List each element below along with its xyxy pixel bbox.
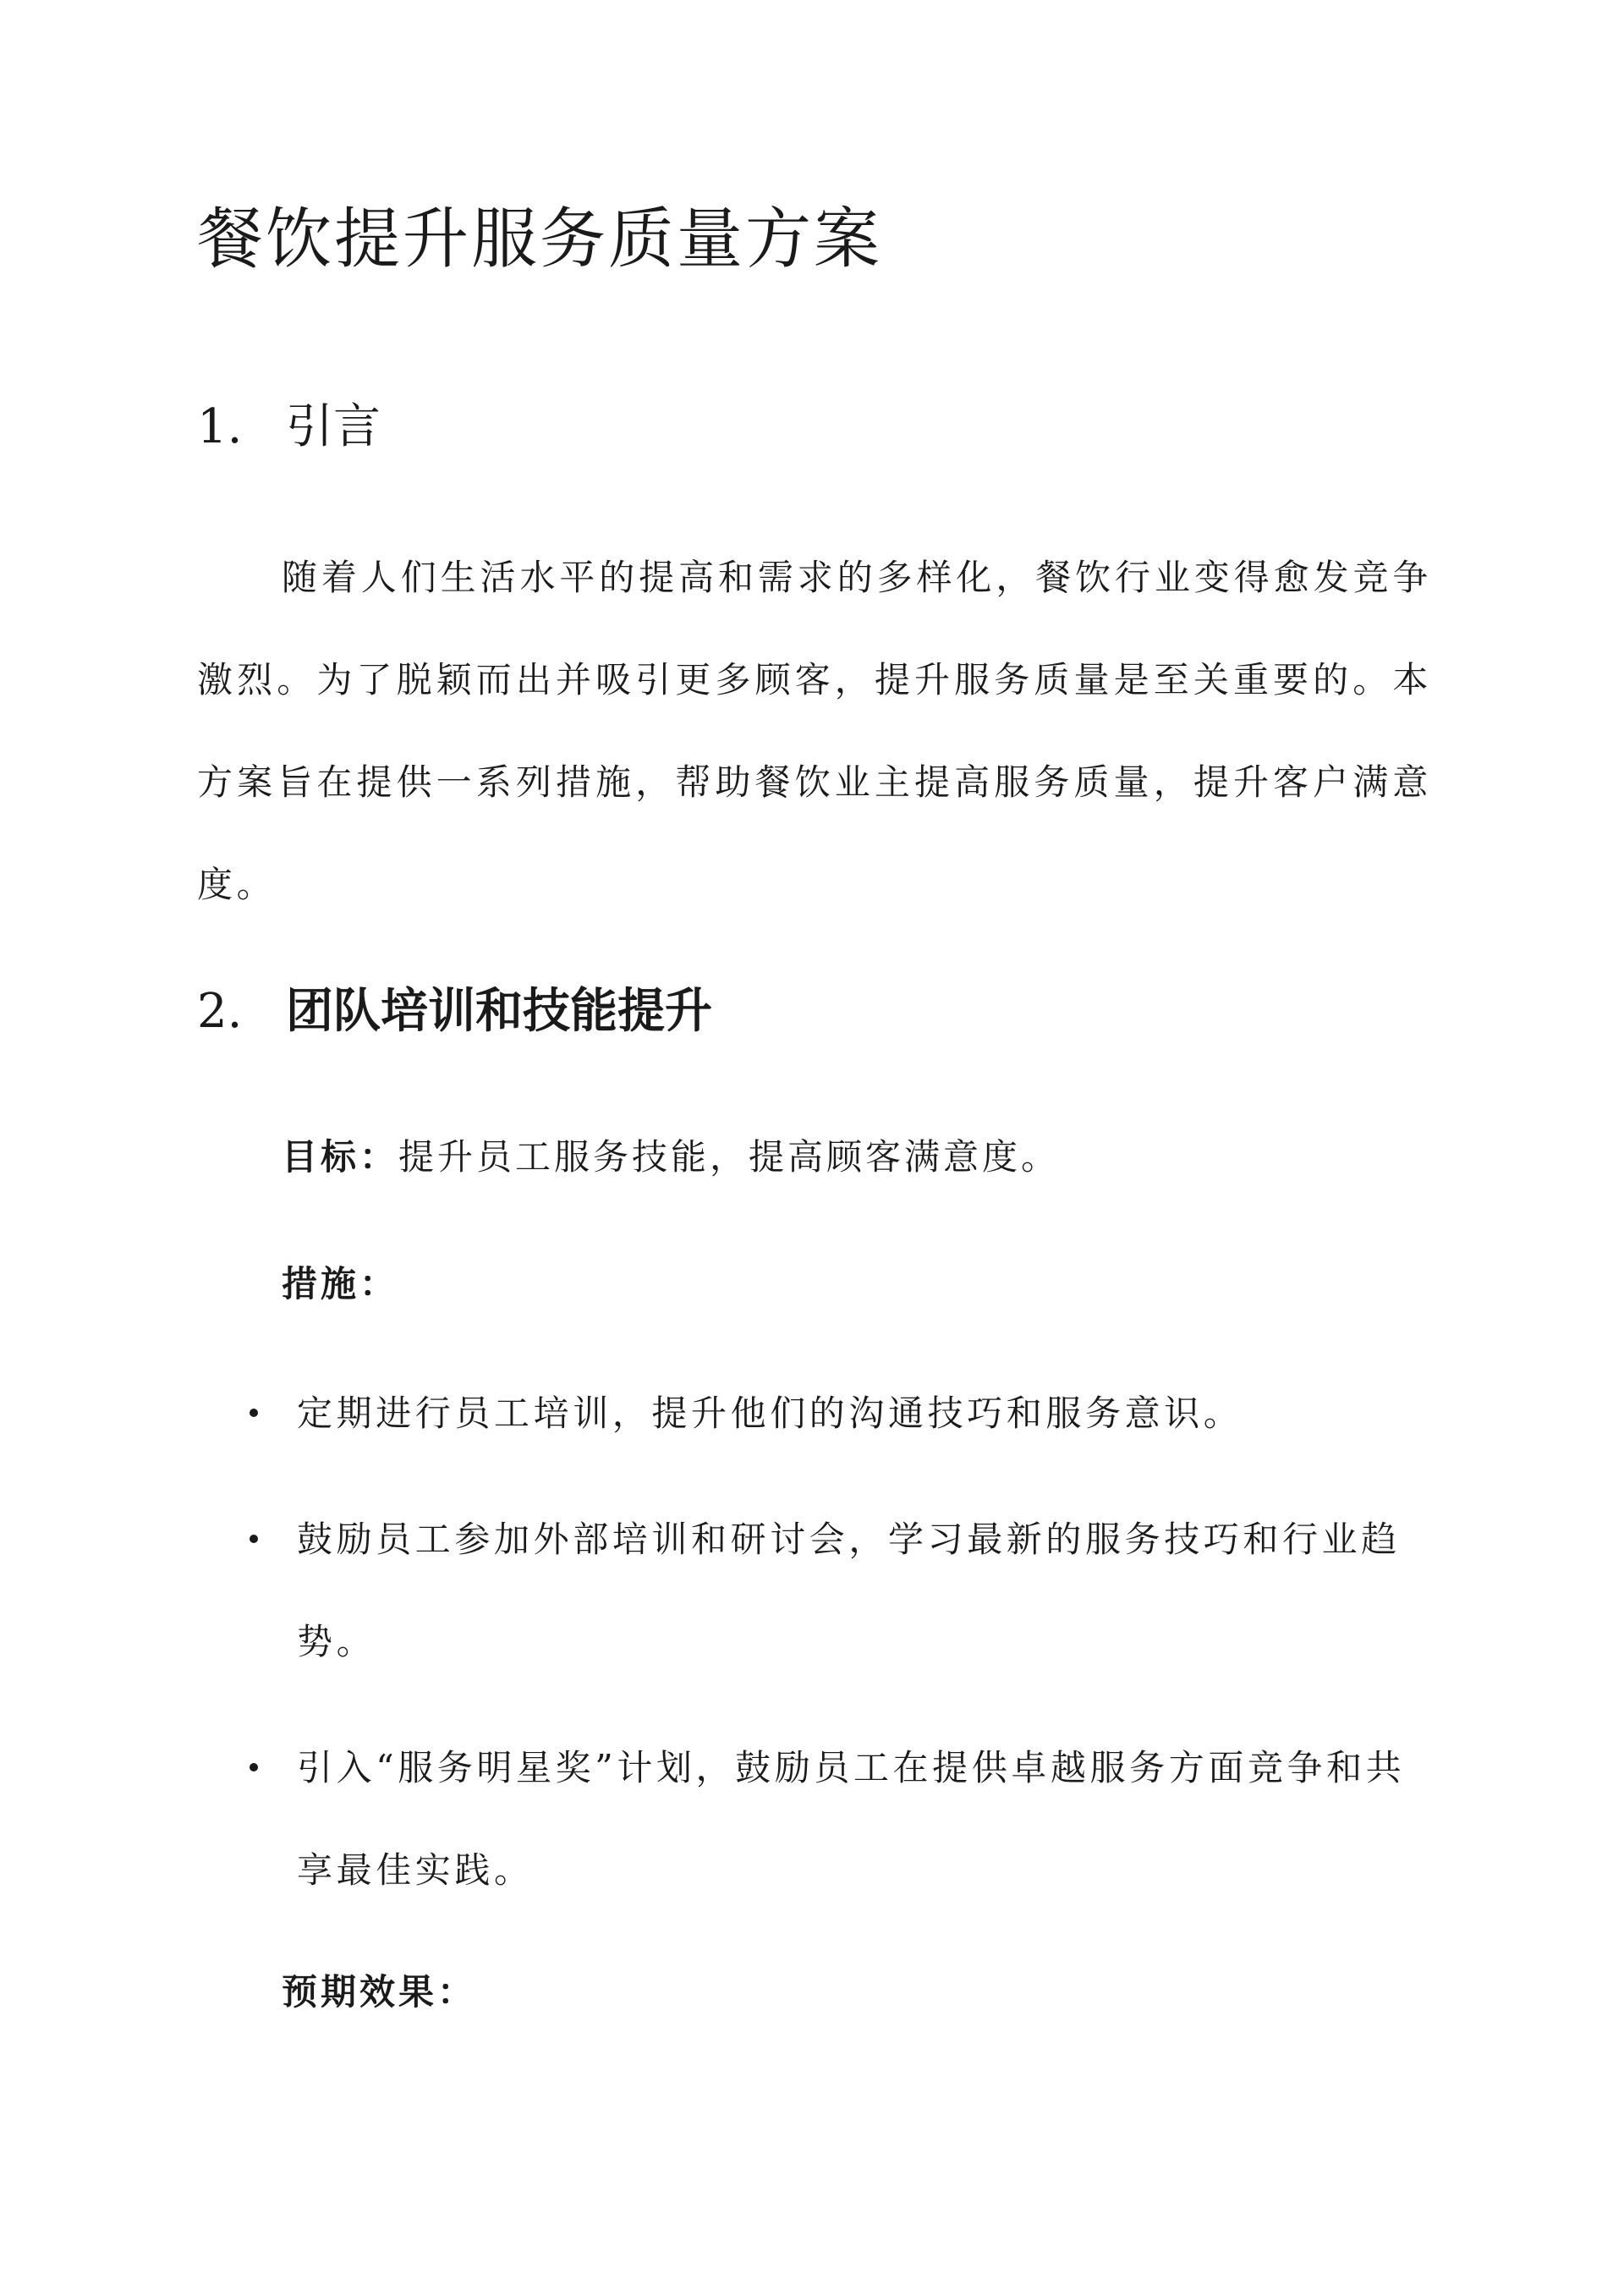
- section-1-number: 1.: [197, 399, 243, 454]
- measures-label-text: 措施：: [282, 1263, 399, 1305]
- section-2-number: 2.: [197, 984, 243, 1039]
- section-2-heading: [197, 977, 712, 1046]
- list-item: [239, 1362, 1440, 1464]
- list-item: [239, 1488, 1440, 1693]
- measures-list: [239, 1362, 1440, 1945]
- list-item-text: 定期进行员工培训，提升他们的沟通技巧和服务意识。: [297, 1392, 1243, 1434]
- bullet-dot-icon: [250, 1535, 258, 1543]
- intro-paragraph: 随着人们生活水平的提高和需求的多样化，餐饮行业变得愈发竞争激烈。为了脱颖而出并吸引更多顾客，提升服务质量是至关重要的。本方案旨在提供一系列措施，帮助餐饮业主提高服务质量，提升客户满意度。: [197, 557, 1432, 905]
- goal-line: [282, 1132, 1060, 1183]
- list-item-text: 鼓励员工参加外部培训和研讨会，学习最新的服务技巧和行业趋势。: [297, 1519, 1401, 1662]
- list-item-text: 引入“服务明星奖”计划，鼓励员工在提供卓越服务方面竞争和共享最佳实践。: [297, 1747, 1406, 1891]
- section-1-title: 引言: [286, 399, 381, 454]
- measures-label: [282, 1259, 398, 1310]
- expected-effect-label-text: 预期效果：: [282, 1971, 477, 2013]
- bullet-dot-icon: [250, 1409, 258, 1417]
- bullet-dot-icon: [250, 1763, 258, 1771]
- section-2-title: 团队培训和技能提升: [286, 983, 712, 1039]
- document-title: 餐饮提升服务质量方案: [197, 201, 883, 277]
- goal-label: 目标：: [282, 1136, 399, 1178]
- section-1-heading: [197, 393, 381, 461]
- goal-text: 提升员工服务技能，提高顾客满意度。: [398, 1136, 1061, 1178]
- expected-effect-label: [282, 1967, 476, 2018]
- list-item: [239, 1717, 1440, 1921]
